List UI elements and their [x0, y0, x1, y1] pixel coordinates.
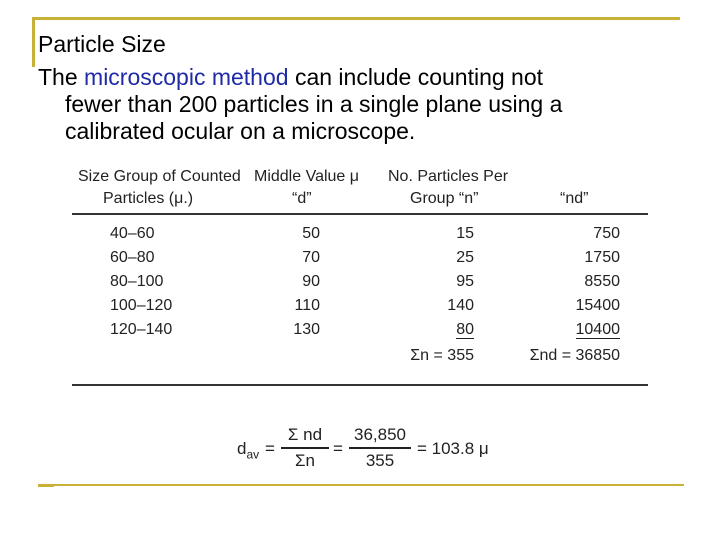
cell-nd: 8550 [584, 273, 620, 290]
cell-nd [540, 318, 620, 342]
formula-lhs-subscript: av [246, 447, 260, 462]
fraction-1-denominator: Σn [295, 450, 315, 470]
cell-size-group: 100–120 [110, 297, 173, 314]
sum-nd: Σnd = 36850 [529, 347, 620, 364]
cell-nd-text: 10400 [575, 321, 620, 338]
header-col2-line2: “d” [292, 190, 312, 207]
para-line3: calibrated ocular on a microscope. [65, 118, 416, 144]
para-prefix: The [38, 64, 85, 90]
cell-middle-value: 70 [302, 249, 320, 266]
cell-size-group: 120–140 [110, 321, 173, 338]
slide-title: Particle Size [38, 31, 166, 57]
header-col4-line2: “nd” [560, 190, 589, 207]
para-line1-rest: can include counting not [288, 64, 544, 90]
header-col4 [560, 166, 588, 210]
cell-count-text: 80 [456, 321, 474, 338]
header-col3 [388, 166, 508, 210]
header-col3-line2: Group “n” [410, 190, 479, 207]
header-col2-line1: Middle Value μ [254, 168, 359, 185]
fraction-2-denominator: 355 [365, 450, 395, 470]
cell-count: 15 [456, 225, 474, 242]
slide-frame-corner [38, 484, 54, 487]
cell-middle-value: 130 [293, 321, 320, 338]
header-col1-line2: Particles (μ.) [103, 190, 194, 207]
cell-middle-value: 110 [294, 297, 320, 314]
cell-size-group: 60–80 [110, 249, 155, 266]
formula-lhs-symbol: d [237, 439, 247, 458]
formula-equals-2: = [333, 439, 343, 458]
fraction-2-bar [349, 447, 411, 449]
cell-middle-value: 50 [302, 225, 320, 242]
sum-n: Σn = 355 [410, 347, 474, 364]
slide-paragraph [38, 64, 678, 145]
para-highlight: microscopic method [84, 64, 289, 90]
cell-nd: 1750 [584, 249, 620, 266]
cell-count: 95 [456, 273, 474, 290]
cell-nd: 15400 [575, 297, 620, 314]
header-col2 [254, 166, 359, 210]
formula-fraction-2 [349, 425, 411, 471]
fraction-1-bar [281, 447, 329, 449]
slide-frame-bottom [38, 484, 684, 486]
header-col3-line1: No. Particles Per [388, 168, 509, 185]
formula-result: = 103.8 μ [417, 439, 489, 458]
cell-count [410, 318, 474, 342]
header-col1-line1: Size Group of Counted [78, 168, 241, 185]
table-bottom-rule [72, 384, 648, 386]
fraction-2-numerator: 36,850 [354, 425, 406, 444]
cell-count: 25 [456, 249, 474, 266]
header-col1 [78, 166, 241, 210]
cell-nd: 750 [593, 225, 620, 242]
cell-size-group: 80–100 [110, 273, 164, 290]
formula-equals-1: = [265, 439, 275, 458]
cell-middle-value: 90 [302, 273, 320, 290]
formula-lhs [237, 439, 259, 461]
fraction-1-numerator: Σ nd [287, 425, 323, 444]
slide-frame-left [32, 17, 35, 67]
para-line2: fewer than 200 particles in a single plane using a [65, 91, 563, 117]
cell-size-group: 40–60 [110, 225, 155, 242]
table-top-rule [72, 213, 648, 215]
cell-count: 140 [447, 297, 474, 314]
slide-frame-top [32, 17, 680, 20]
formula-fraction-1 [281, 425, 329, 471]
